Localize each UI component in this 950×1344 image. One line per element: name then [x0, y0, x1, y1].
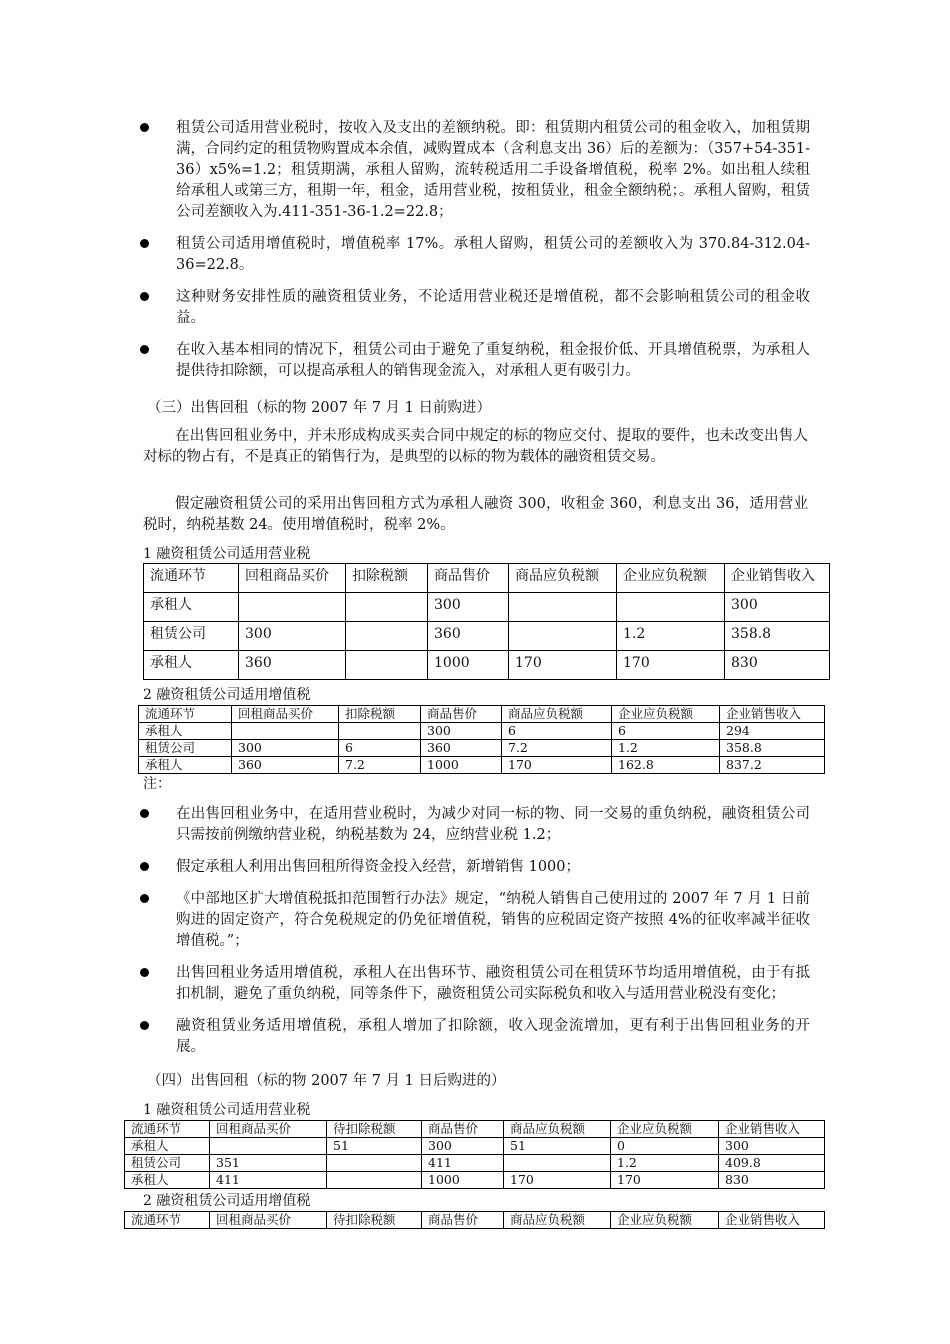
- table-cell: 358.8: [720, 740, 825, 757]
- table1-title: 1 融资租赁公司适用营业税: [143, 546, 311, 562]
- table-cell: 409.8: [719, 1155, 825, 1172]
- table-cell: 租赁公司: [144, 622, 239, 651]
- table-cell: 1000: [421, 757, 502, 774]
- table-cell: 1.2: [612, 740, 720, 757]
- bullet-icon: [140, 968, 149, 977]
- table-cell: 承租人: [125, 1172, 210, 1189]
- table-row: [144, 593, 830, 622]
- bullet-icon: [140, 862, 149, 871]
- header-cell: 企业应负税额: [612, 706, 720, 723]
- table-business-tax-3: [124, 1120, 825, 1189]
- table-cell: 360: [232, 757, 339, 774]
- header-cell: 企业应负税额: [617, 564, 725, 593]
- table-cell: 承租人: [139, 757, 232, 774]
- header-cell: 企业销售收入: [725, 564, 830, 593]
- header-cell: 企业应负税额: [611, 1121, 719, 1138]
- bullet-item: [140, 1016, 810, 1058]
- table-cell: 承租人: [144, 593, 239, 622]
- table-cell: 1.2: [617, 622, 725, 651]
- header-cell: 企业应负税额: [611, 1212, 719, 1229]
- table-cell: 360: [421, 740, 502, 757]
- bullet-item: [140, 963, 810, 1005]
- table-cell: 170: [617, 651, 725, 680]
- header-cell: 企业销售收入: [719, 1212, 825, 1229]
- table-cell: 300: [719, 1138, 825, 1155]
- table-cell: 7.2: [339, 757, 421, 774]
- table-header-row: [139, 706, 825, 723]
- header-cell: 商品应负税额: [504, 1212, 611, 1229]
- table-cell: [232, 723, 339, 740]
- table-cell: [327, 1172, 422, 1189]
- table-cell: 300: [232, 740, 339, 757]
- table-business-tax-1: [143, 563, 830, 680]
- table-cell: [504, 1155, 611, 1172]
- section-heading-4: （四）出售回租（标的物 2007 年 7 月 1 日后购进的）: [147, 1073, 506, 1089]
- table-cell: 300: [422, 1138, 504, 1155]
- table-header-row: [144, 564, 830, 593]
- table-header-row: [125, 1121, 825, 1138]
- table-row: [125, 1138, 825, 1155]
- note-label: 注：: [143, 776, 171, 792]
- table-cell: 170: [611, 1172, 719, 1189]
- bullet-text: 租赁公司适用营业税时，按收入及支出的差额纳税。即：租赁期内租赁公司的租金收入，加租赁期满，合同约定的租赁物购置成本余值，减购置成本（含利息支出 36）后的差额为：（357+54-351-36）x5%=1.2；租赁期满，承租人留购，流转税适用二手设备增值税，税率 2%。如出租人续租给承租人或第三方，租期一年，租金，适用营业税，按租赁业，租金全额纳税；。承租人留购，租赁公司差额收入为.411-351-36-1.2=22.8；: [176, 120, 810, 220]
- bullet-list-notes: [140, 804, 810, 1069]
- table-cell: 承租人: [144, 651, 239, 680]
- header-cell: 商品应负税额: [504, 1121, 611, 1138]
- table-cell: [617, 593, 725, 622]
- table-cell: 7.2: [502, 740, 612, 757]
- bullet-item: [140, 804, 810, 846]
- header-cell: 扣除税额: [346, 564, 428, 593]
- header-cell: 待扣除税额: [327, 1212, 422, 1229]
- bullet-icon: [140, 345, 149, 354]
- table-cell: 51: [327, 1138, 422, 1155]
- table-row: [144, 622, 830, 651]
- table-cell: 承租人: [125, 1138, 210, 1155]
- table-cell: [339, 723, 421, 740]
- header-cell: 流通环节: [125, 1121, 210, 1138]
- header-cell: 商品售价: [422, 1212, 504, 1229]
- bullet-icon: [140, 239, 149, 248]
- table-cell: 162.8: [612, 757, 720, 774]
- table-cell: 1.2: [611, 1155, 719, 1172]
- table-cell: 0: [611, 1138, 719, 1155]
- bullet-text: 在出售回租业务中，在适用营业税时，为减少对同一标的物、同一交易的重负纳税，融资租赁公司只需按前例缴纳营业税，纳税基数为 24，应纳营业税 1.2；: [176, 806, 810, 843]
- table-cell: [509, 593, 617, 622]
- table-cell: [327, 1155, 422, 1172]
- section3-paragraph-1: 在出售回租业务中，并未形成构成买卖合同中规定的标的物应交付、提取的要件，也未改变出售人对标的物占有，不是真正的销售行为，是典型的以标的物为载体的融资租赁交易。: [143, 428, 808, 465]
- table-cell: 294: [720, 723, 825, 740]
- bullet-item: [140, 118, 810, 223]
- table-cell: 170: [509, 651, 617, 680]
- header-cell: 流通环节: [139, 706, 232, 723]
- table2-title: 2 融资租赁公司适用增值税: [143, 687, 311, 703]
- table-cell: 830: [725, 651, 830, 680]
- header-cell: 待扣除税额: [327, 1121, 422, 1138]
- table-cell: 300: [421, 723, 502, 740]
- bullet-text: 融资租赁业务适用增值税，承租人增加了扣除额，收入现金流增加，更有利于出售回租业务的开展。: [176, 1018, 810, 1055]
- table-cell: [346, 622, 428, 651]
- table-cell: 51: [504, 1138, 611, 1155]
- header-cell: 商品售价: [422, 1121, 504, 1138]
- table-cell: 6: [339, 740, 421, 757]
- table-cell: [239, 593, 346, 622]
- table-row: [139, 723, 825, 740]
- table4-title: 2 融资租赁公司适用增值税: [143, 1193, 311, 1209]
- table-cell: 300: [239, 622, 346, 651]
- table-cell: 360: [428, 622, 509, 651]
- table-cell: [346, 593, 428, 622]
- table-cell: 租赁公司: [125, 1155, 210, 1172]
- section3-paragraph-2: 假定融资租赁公司的采用出售回租方式为承租人融资 300，收租金 360，利息支出 36，适用营业税时，纳税基数 24。使用增值税时，税率 2%。: [143, 496, 808, 533]
- table-cell: 租赁公司: [139, 740, 232, 757]
- table-cell: 300: [725, 593, 830, 622]
- section-heading-3: （三）出售回租（标的物 2007 年 7 月 1 日前购进）: [147, 400, 492, 416]
- bullet-list-tax-comparison: [140, 118, 810, 393]
- table-cell: [210, 1138, 327, 1155]
- bullet-icon: [140, 894, 149, 903]
- table-row: [144, 651, 830, 680]
- table-cell: 300: [428, 593, 509, 622]
- header-cell: 回租商品买价: [210, 1121, 327, 1138]
- table-cell: 351: [210, 1155, 327, 1172]
- bullet-item: [140, 857, 810, 878]
- table-row: [139, 757, 825, 774]
- bullet-icon: [140, 809, 149, 818]
- bullet-item: [140, 287, 810, 329]
- table-cell: 1000: [422, 1172, 504, 1189]
- header-cell: 扣除税额: [339, 706, 421, 723]
- header-cell: 回租商品买价: [210, 1212, 327, 1229]
- bullet-text: 在收入基本相同的情况下，租赁公司由于避免了重复纳税，租金报价低、开具增值税票，为承租人提供待扣除额，可以提高承租人的销售现金流入，对承租人更有吸引力。: [176, 342, 810, 379]
- table-cell: 830: [719, 1172, 825, 1189]
- table-cell: 6: [612, 723, 720, 740]
- table-cell: 170: [504, 1172, 611, 1189]
- table-cell: 837.2: [720, 757, 825, 774]
- bullet-text: 《中部地区扩大增值税抵扣范围暂行办法》规定，“纳税人销售自己使用过的 2007 年 7 月 1 日前购进的固定资产，符合免税规定的仍免征增值税，销售的应税固定资产按照 4%的征收率减半征收增值税。”；: [176, 891, 810, 949]
- table-cell: [346, 651, 428, 680]
- header-cell: 企业销售收入: [720, 706, 825, 723]
- table-row: [125, 1155, 825, 1172]
- header-cell: 流通环节: [125, 1212, 210, 1229]
- bullet-text: 这种财务安排性质的融资租赁业务，不论适用营业税还是增值税，都不会影响租赁公司的租金收益。: [176, 289, 810, 326]
- table-header-row: [125, 1212, 825, 1229]
- table-cell: [509, 622, 617, 651]
- header-cell: 回租商品买价: [232, 706, 339, 723]
- header-cell: 回租商品买价: [239, 564, 346, 593]
- bullet-text: 假定承租人利用出售回租所得资金投入经营，新增销售 1000；: [176, 859, 581, 875]
- table-row: [125, 1172, 825, 1189]
- header-cell: 商品应负税额: [502, 706, 612, 723]
- header-cell: 企业销售收入: [719, 1121, 825, 1138]
- table-cell: 360: [239, 651, 346, 680]
- bullet-text: 出售回租业务适用增值税，承租人在出售环节、融资租赁公司在租赁环节均适用增值税，由于有抵扣机制，避免了重负纳税，同等条件下，融资租赁公司实际税负和收入与适用营业税没有变化；: [176, 965, 810, 1002]
- table-vat-4: [124, 1211, 825, 1229]
- table-vat-2: [138, 705, 825, 774]
- header-cell: 商品售价: [428, 564, 509, 593]
- header-cell: 流通环节: [144, 564, 239, 593]
- bullet-item: [140, 889, 810, 952]
- bullet-icon: [140, 292, 149, 301]
- table-cell: 358.8: [725, 622, 830, 651]
- bullet-text: 租赁公司适用增值税时，增值税率 17%。承租人留购，租赁公司的差额收入为 370.84-312.04-36=22.8。: [176, 236, 810, 273]
- header-cell: 商品应负税额: [509, 564, 617, 593]
- table-cell: 承租人: [139, 723, 232, 740]
- bullet-icon: [140, 123, 149, 132]
- bullet-item: [140, 234, 810, 276]
- table3-title: 1 融资租赁公司适用营业税: [143, 1102, 311, 1118]
- bullet-icon: [140, 1021, 149, 1030]
- bullet-item: [140, 340, 810, 382]
- table-cell: 411: [210, 1172, 327, 1189]
- table-cell: 6: [502, 723, 612, 740]
- table-cell: 411: [422, 1155, 504, 1172]
- table-cell: 170: [502, 757, 612, 774]
- table-row: [139, 740, 825, 757]
- table-cell: 1000: [428, 651, 509, 680]
- header-cell: 商品售价: [421, 706, 502, 723]
